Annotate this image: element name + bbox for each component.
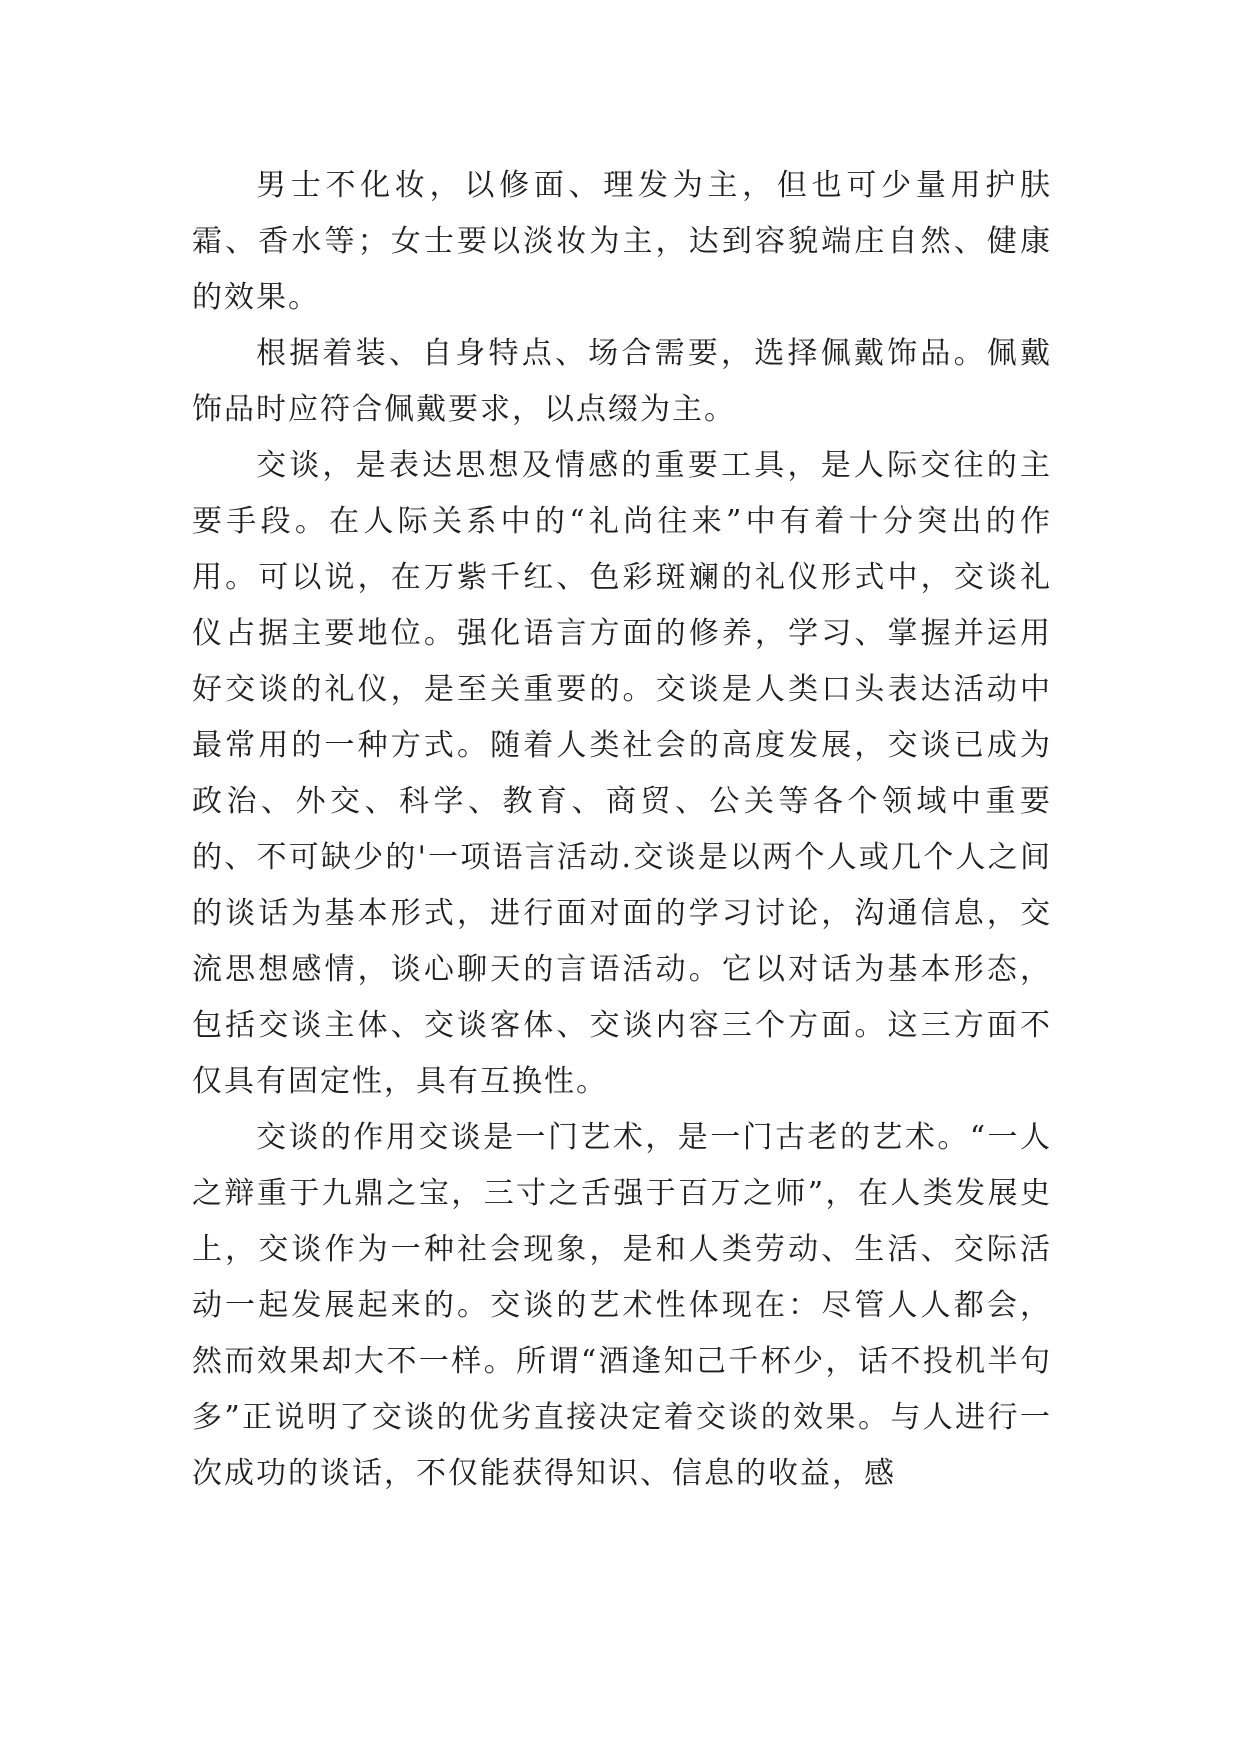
paragraph-conversation-role: 交谈的作用交谈是一门艺术，是一门古老的艺术。“一人之辩重于九鼎之宝，三寸之舌强于百万之师”，在人类发展史上，交谈作为一种社会现象，是和人类劳动、生活、交际活动一起发展起来的。交谈的艺术性体现在：尽管人人都会，然而效果却大不一样。所谓“酒逢知己千杯少，话不投机半句多”正说明了交谈的优劣直接决定着交谈的效果。与人进行一次成功的谈话，不仅能获得知识、信息的收益，感	[192, 1120, 1052, 1491]
paragraph-accessories: 根据着装、自身特点、场合需要，选择佩戴饰品。佩戴饰品时应符合佩戴要求，以点缀为主。	[192, 336, 1052, 427]
paragraph-conversation: 交谈，是表达思想及情感的重要工具，是人际交往的主要手段。在人际关系中的“礼尚往来”中有着十分突出的作用。可以说，在万紫千红、色彩斑斓的礼仪形式中，交谈礼仪占据主要地位。强化语言方面的修养，学习、掌握并运用好交谈的礼仪，是至关重要的。交谈是人类口头表达活动中最常用的一种方式。随着人类社会的高度发展，交谈已成为政治、外交、科学、教育、商贸、公关等各个领域中重要的、不可缺少的'一项语言活动.交谈是以两个人或几个人之间的谈话为基本形式，进行面对面的学习讨论，沟通信息，交流思想感情，谈心聊天的言语活动。它以对话为基本形态，包括交谈主体、交谈客体、交谈内容三个方面。这三方面不仅具有固定性，具有互换性。	[192, 448, 1052, 1099]
paragraph-makeup: 男士不化妆，以修面、理发为主，但也可少量用护肤霜、香水等；女士要以淡妆为主，达到容貌端庄自然、健康的效果。	[192, 168, 1052, 315]
document-body	[192, 158, 1052, 1502]
